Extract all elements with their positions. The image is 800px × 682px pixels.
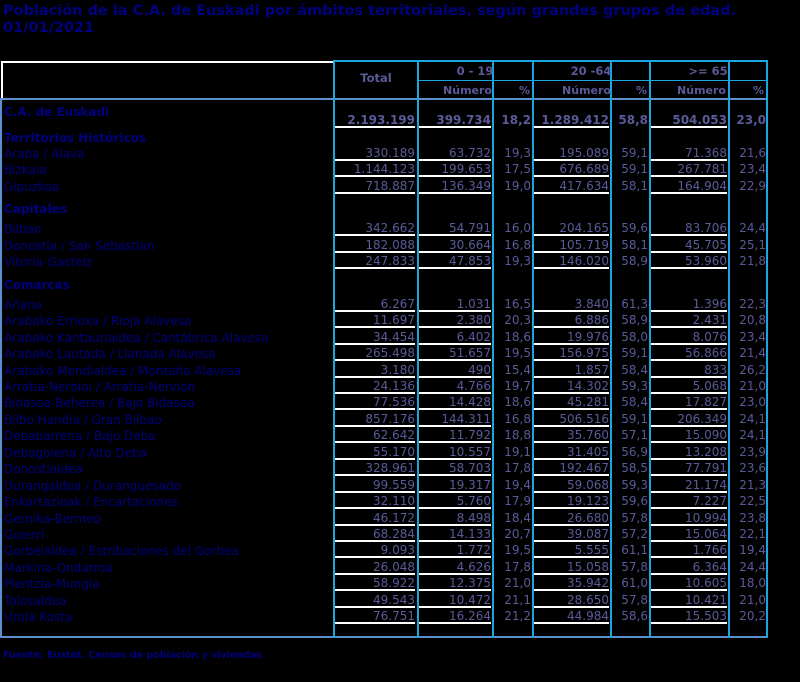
- table-row-1-0-cell-5: 83.706: [651, 221, 727, 236]
- table-row-2-10-cell-6: 23,6: [739, 461, 766, 476]
- table-row-2-19-cell-4: 58,6: [621, 609, 648, 624]
- table-row-1-0-cell-1: 54.791: [419, 221, 491, 236]
- table-row-2-3-cell-3: 156.975: [534, 346, 609, 361]
- table-row-1-0-cell-0: 342.662: [335, 221, 415, 236]
- table-row-0-2-cell-3: 417.634: [534, 179, 609, 194]
- table-row-0-1-cell-4: 59,1: [621, 162, 648, 177]
- table-row-2-7-cell-1: 144.311: [419, 412, 491, 427]
- row-label: Debabarrena / Bajo Deba: [4, 429, 156, 444]
- table-row-2-17-cell-3: 35.942: [534, 576, 609, 591]
- total-row-cell-2: 18,2: [501, 113, 531, 127]
- table-row-2-18-cell-1: 10.472: [419, 593, 491, 608]
- table-row-2-11-cell-2: 19,4: [504, 477, 531, 492]
- table-row-2-3-cell-5: 56.866: [651, 346, 727, 361]
- table-row-2-14-cell-5: 15.064: [651, 527, 727, 542]
- table-row-0-1-cell-2: 17,5: [504, 162, 531, 177]
- table-row-0-2-cell-4: 58,1: [621, 178, 648, 193]
- table-row-2-1-cell-6: 20,8: [739, 313, 766, 328]
- table-row-2-8-cell-3: 35.760: [534, 428, 609, 443]
- section-heading-0: Territorios Históricos: [4, 131, 147, 145]
- table-row-0-0-cell-0: 330.189: [335, 146, 415, 161]
- table-row-2-7-cell-4: 59,1: [621, 411, 648, 426]
- table-row-0-1-cell-5: 267.781: [651, 162, 727, 177]
- table-row-2-2-cell-5: 8.076: [651, 330, 727, 345]
- table-row-2-16-cell-6: 24,4: [739, 559, 766, 574]
- header-numero-0-19: Número: [443, 84, 492, 97]
- table-row-2-4-cell-3: 1.857: [534, 363, 609, 378]
- table-row-1-2-cell-2: 19,3: [504, 254, 531, 269]
- table-row-2-15-cell-1: 1.772: [419, 543, 491, 558]
- table-row-2-11-cell-5: 21.174: [651, 478, 727, 493]
- table-row-2-16-cell-5: 6.364: [651, 560, 727, 575]
- table-row-2-10-cell-4: 58,5: [621, 461, 648, 476]
- table-row-2-17-cell-1: 12.375: [419, 576, 491, 591]
- table-row-2-15-cell-6: 19,4: [739, 543, 766, 558]
- table-row-2-6-cell-4: 58,4: [621, 395, 648, 410]
- table-row-0-2-cell-1: 136.349: [419, 179, 491, 194]
- table-row-2-7-cell-5: 206.349: [651, 412, 727, 427]
- header-pct-20-64: %: [635, 84, 647, 97]
- table-row-2-2-cell-3: 19.976: [534, 330, 609, 345]
- table-row-2-17-cell-0: 58.922: [335, 576, 415, 591]
- header-numero-65-plus: Número: [677, 84, 726, 97]
- table-row-2-4-cell-1: 490: [419, 363, 491, 378]
- table-row-2-10-cell-3: 192.467: [534, 461, 609, 476]
- table-row-2-13-cell-3: 26.680: [534, 511, 609, 526]
- table-row-2-11-cell-1: 19.317: [419, 478, 491, 493]
- title-line-2: 01/01/2021: [3, 20, 95, 36]
- row-label-total: C.A. de Euskadi: [4, 105, 110, 119]
- table-row-1-1-cell-6: 25,1: [739, 237, 766, 252]
- table-row-2-6-cell-2: 18,6: [504, 395, 531, 410]
- table-row-2-0-cell-1: 1.031: [419, 297, 491, 312]
- table-row-2-7-cell-3: 506.516: [534, 412, 609, 427]
- table-row-2-2-cell-0: 34.454: [335, 330, 415, 345]
- table-row-2-8-cell-2: 18,8: [504, 428, 531, 443]
- table-row-2-12-cell-0: 32.110: [335, 494, 415, 509]
- table-row-2-13-cell-0: 46.172: [335, 511, 415, 526]
- table-row-0-0-cell-5: 71.368: [651, 146, 727, 161]
- table-row-2-9-cell-2: 19,1: [504, 444, 531, 459]
- table-row-2-13-cell-4: 57,8: [621, 510, 648, 525]
- table-row-2-14-cell-3: 39.087: [534, 527, 609, 542]
- header-subdivider: [418, 80, 768, 81]
- row-label: Gorbeialdea / Estribaciones del Gorbea: [4, 544, 239, 559]
- table-row-0-1-cell-6: 23,4: [739, 162, 766, 177]
- table-row-2-6-cell-0: 77.536: [335, 395, 415, 410]
- table-row-2-3-cell-0: 265.498: [335, 346, 415, 361]
- row-label: Arabako Mendialdea / Montaña Alavesa: [4, 363, 242, 378]
- table-row-1-2-cell-4: 58,9: [621, 254, 648, 269]
- table-row-0-2-cell-5: 164.904: [651, 179, 727, 194]
- table-row-2-4-cell-0: 3.180: [335, 363, 415, 378]
- table-row-0-1-cell-0: 1.144.123: [335, 162, 415, 177]
- row-label: Plentzia-Mungia: [4, 577, 100, 592]
- table-row-0-2-cell-6: 22,9: [739, 178, 766, 193]
- table-row-2-16-cell-4: 57,8: [621, 559, 648, 574]
- table-row-2-14-cell-0: 68.284: [335, 527, 415, 542]
- table-row-1-0-cell-2: 16,0: [504, 221, 531, 236]
- bottom-border: [0, 636, 768, 638]
- table-row-2-17-cell-4: 61,0: [621, 576, 648, 591]
- column-border-7: [766, 60, 768, 638]
- table-row-2-17-cell-5: 10.605: [651, 576, 727, 591]
- table-row-2-19-cell-5: 15.503: [651, 609, 727, 624]
- table-row-2-14-cell-1: 14.133: [419, 527, 491, 542]
- total-row-cell-4: 58,8: [618, 113, 648, 127]
- table-row-2-13-cell-6: 23,8: [739, 510, 766, 525]
- table-row-0-0-cell-2: 19,3: [504, 146, 531, 160]
- table-row-2-5-cell-1: 4.766: [419, 379, 491, 394]
- table-row-2-5-cell-6: 21,0: [739, 378, 766, 393]
- row-label: Arabako Kantauriaidea / Cantábrica Alavesa: [4, 330, 269, 345]
- table-row-2-6-cell-6: 23,0: [739, 395, 766, 410]
- row-label: Bilbo Handia / Gran Bilbao: [4, 412, 162, 427]
- table-row-2-18-cell-2: 21,1: [504, 592, 531, 607]
- table-row-2-0-cell-5: 1.396: [651, 297, 727, 312]
- table-row-2-19-cell-1: 16.264: [419, 609, 491, 624]
- row-label: Bilbao: [4, 222, 42, 237]
- total-row-cell-0: 2.193.199: [335, 113, 415, 128]
- row-label: Donostialdea: [4, 462, 83, 477]
- table-row-1-1-cell-2: 16,8: [504, 237, 531, 252]
- row-label: Añana: [4, 297, 43, 312]
- table-row-2-9-cell-5: 13.208: [651, 445, 727, 460]
- table-row-2-4-cell-2: 15,4: [504, 362, 531, 377]
- table-row-2-10-cell-0: 328.961: [335, 461, 415, 476]
- table-row-0-2-cell-2: 19,0: [504, 178, 531, 193]
- table-row-2-6-cell-1: 14.428: [419, 395, 491, 410]
- table-row-2-7-cell-6: 24,1: [739, 411, 766, 426]
- table-row-2-6-cell-5: 17.827: [651, 395, 727, 410]
- table-row-1-1-cell-5: 45.705: [651, 238, 727, 253]
- table-row-2-16-cell-3: 15.058: [534, 560, 609, 575]
- table-row-1-0-cell-3: 204.165: [534, 221, 609, 236]
- page-title: [3, 3, 793, 37]
- table-row-2-15-cell-0: 9.093: [335, 543, 415, 558]
- total-row-cell-6: 23,0: [736, 113, 766, 127]
- header-group-0-19: 0 - 19: [456, 64, 494, 78]
- section-heading-2: Comarcas: [4, 277, 70, 292]
- table-row-2-17-cell-2: 21,0: [504, 576, 531, 591]
- table-row-2-4-cell-6: 26,2: [739, 362, 766, 377]
- table-row-2-2-cell-6: 23,4: [739, 329, 766, 344]
- table-row-2-19-cell-2: 21,2: [504, 609, 531, 624]
- table-row-2-9-cell-1: 10.557: [419, 445, 491, 460]
- table-row-2-0-cell-3: 3.840: [534, 297, 609, 312]
- table-row-2-18-cell-6: 21,0: [739, 592, 766, 607]
- table-row-2-15-cell-2: 19,5: [504, 543, 531, 558]
- table-row-2-9-cell-0: 55.170: [335, 445, 415, 460]
- table-row-2-18-cell-4: 57,8: [621, 592, 648, 607]
- table-row-2-9-cell-6: 23,9: [739, 444, 766, 459]
- title-line-1: Población de la C.A. de Euskadi por ámbitos territoriales, según grandes grupos de edad.: [3, 3, 737, 19]
- table-row-1-1-cell-0: 182.088: [335, 238, 415, 253]
- table-row-2-3-cell-6: 21,4: [739, 346, 766, 361]
- table-row-2-4-cell-5: 833: [651, 363, 727, 378]
- row-label: Gipuzkoa: [4, 179, 60, 194]
- left-border: [0, 98, 2, 637]
- table-row-2-7-cell-0: 857.176: [335, 412, 415, 427]
- table-row-2-12-cell-2: 17,9: [504, 494, 531, 509]
- row-label: Urola Kosta: [4, 610, 73, 625]
- row-label: Tolosaldea: [4, 593, 67, 608]
- table-row-1-2-cell-0: 247.833: [335, 254, 415, 269]
- table-row-1-2-cell-5: 53.960: [651, 254, 727, 269]
- total-row-cell-3: 1.289.412: [534, 113, 609, 128]
- table-row-2-10-cell-5: 77.791: [651, 461, 727, 476]
- table-row-2-6-cell-3: 45.281: [534, 395, 609, 410]
- table-row-2-14-cell-6: 22,1: [739, 527, 766, 541]
- header-pct-0-19: %: [518, 84, 530, 97]
- row-label: Arabako Lautada / Llanada Alavesa: [4, 347, 216, 362]
- row-label: Markina-Ondarroa: [4, 560, 113, 575]
- table-row-2-5-cell-2: 19,7: [504, 378, 531, 393]
- table-row-2-12-cell-6: 22,5: [739, 494, 766, 509]
- table-row-2-13-cell-1: 8.498: [419, 511, 491, 526]
- table-row-2-0-cell-0: 6.267: [335, 297, 415, 312]
- table-row-2-8-cell-1: 11.792: [419, 428, 491, 443]
- table-row-1-0-cell-4: 59,6: [621, 221, 648, 236]
- table-row-2-12-cell-5: 7.227: [651, 494, 727, 509]
- table-row-2-12-cell-3: 19.123: [534, 494, 609, 509]
- section-heading-1: Capitales: [4, 202, 67, 217]
- row-label: Goierri: [4, 528, 45, 542]
- table-row-2-5-cell-3: 14.302: [534, 379, 609, 394]
- total-row-cell-5: 504.053: [651, 113, 727, 128]
- table-row-2-1-cell-0: 11.697: [335, 313, 415, 328]
- table-row-2-13-cell-2: 18,4: [504, 510, 531, 525]
- table-row-2-0-cell-6: 22,3: [739, 296, 766, 311]
- table-row-1-2-cell-3: 146.020: [534, 254, 609, 269]
- table-row-2-5-cell-4: 59,3: [621, 378, 648, 393]
- table-row-2-9-cell-4: 56,9: [621, 444, 648, 459]
- table-row-2-8-cell-6: 24,1: [739, 428, 766, 443]
- table-row-2-4-cell-4: 58,4: [621, 362, 648, 377]
- table-row-2-7-cell-2: 16,8: [504, 411, 531, 426]
- table-row-0-1-cell-1: 199.653: [419, 162, 491, 177]
- table-row-2-19-cell-3: 44.984: [534, 609, 609, 624]
- table-row-2-19-cell-0: 76.751: [335, 609, 415, 624]
- table-row-2-2-cell-1: 6.402: [419, 330, 491, 345]
- table-row-2-1-cell-5: 2.431: [651, 313, 727, 328]
- table-row-2-3-cell-4: 59,1: [621, 346, 648, 361]
- table-row-2-11-cell-6: 21,3: [739, 477, 766, 492]
- table-row-2-19-cell-6: 20,2: [739, 609, 766, 624]
- table-row-0-0-cell-1: 63.732: [419, 146, 491, 161]
- table-row-2-0-cell-2: 16,5: [504, 296, 531, 311]
- table-row-2-18-cell-0: 49.543: [335, 593, 415, 608]
- table-row-2-15-cell-5: 1.766: [651, 543, 727, 558]
- table-row-2-12-cell-1: 5.760: [419, 494, 491, 509]
- table-row-1-0-cell-6: 24,4: [739, 221, 766, 236]
- table-row-2-15-cell-3: 5.555: [534, 543, 609, 558]
- table-row-0-0-cell-6: 21,6: [739, 146, 766, 160]
- source-note: Fuente: Eustat. Censos de población y viviendas: [3, 650, 263, 661]
- table-row-1-1-cell-4: 58,1: [621, 237, 648, 252]
- header-group-20-64: 20 -64: [570, 64, 612, 78]
- row-label: Bidasoa Beherea / Bajo Bidasoa: [4, 396, 195, 411]
- table-row-2-13-cell-5: 10.994: [651, 511, 727, 526]
- header-group-65-plus: >= 65: [688, 64, 728, 78]
- table-row-2-8-cell-4: 57,1: [621, 428, 648, 443]
- table-row-2-17-cell-6: 18,0: [739, 576, 766, 591]
- table-row-2-14-cell-2: 20,7: [504, 527, 531, 541]
- table-row-2-16-cell-1: 4.626: [419, 560, 491, 575]
- table-row-2-12-cell-4: 59,6: [621, 494, 648, 509]
- table-row-0-1-cell-3: 676.689: [534, 162, 609, 177]
- row-label: Araba / Álava: [4, 147, 85, 161]
- table-row-2-1-cell-1: 2.380: [419, 313, 491, 328]
- table-row-2-2-cell-4: 58,0: [621, 329, 648, 344]
- table-row-1-2-cell-1: 47.853: [419, 254, 491, 269]
- table-row-0-0-cell-3: 195.089: [534, 146, 609, 161]
- header-top-border: [333, 60, 768, 62]
- header-numero-20-64: Número: [562, 84, 611, 97]
- header-pct-65-plus: %: [752, 84, 764, 97]
- header-bottom-border: [0, 98, 768, 100]
- table-row-0-0-cell-4: 59,1: [621, 146, 648, 160]
- row-label: Gernika-Bermeo: [4, 511, 102, 526]
- table-row-2-16-cell-0: 26.048: [335, 560, 415, 575]
- row-label: Arratia-Nerbioi / Arratia-Nervión: [4, 379, 196, 394]
- table-row-2-18-cell-5: 10.421: [651, 593, 727, 608]
- row-label: Arabako Errioxa / Rioja Alavesa: [4, 314, 192, 329]
- table-row-2-14-cell-4: 57,2: [621, 527, 648, 541]
- table-row-2-8-cell-5: 15.090: [651, 428, 727, 443]
- table-row-2-3-cell-2: 19,5: [504, 346, 531, 361]
- row-label: Bizkaia: [4, 163, 47, 178]
- table-row-2-1-cell-4: 58,9: [621, 313, 648, 328]
- row-label: Enkartazioak / Encartaciones: [4, 495, 178, 510]
- header-total: Total: [360, 71, 392, 85]
- table-row-2-0-cell-4: 61,3: [621, 296, 648, 311]
- row-label: Durangaldea / Duranguesado: [4, 478, 181, 493]
- total-row-cell-1: 399.734: [419, 113, 491, 128]
- row-label: Vitoria-Gasteiz: [4, 255, 93, 270]
- row-label: Debagoiena / Alto Deba: [4, 445, 147, 460]
- table-row-1-1-cell-3: 105.719: [534, 238, 609, 253]
- table-row-2-2-cell-2: 18,6: [504, 329, 531, 344]
- table-row-2-10-cell-1: 58.703: [419, 461, 491, 476]
- table-row-2-10-cell-2: 17,8: [504, 461, 531, 476]
- table-row-1-2-cell-6: 21,8: [739, 254, 766, 269]
- table-row-1-1-cell-1: 30.664: [419, 238, 491, 253]
- header-corner-box: [1, 61, 333, 98]
- table-row-2-9-cell-3: 31.405: [534, 445, 609, 460]
- table-row-2-15-cell-4: 61,1: [621, 543, 648, 558]
- table-row-2-5-cell-5: 5.068: [651, 379, 727, 394]
- table-row-2-18-cell-3: 28.650: [534, 593, 609, 608]
- table-row-2-3-cell-1: 51.657: [419, 346, 491, 361]
- table-row-2-11-cell-3: 59.068: [534, 478, 609, 493]
- table-row-2-1-cell-2: 20,3: [504, 313, 531, 328]
- row-label: Donostia / San Sebastian: [4, 238, 155, 253]
- table-row-2-11-cell-4: 59,3: [621, 477, 648, 492]
- table-row-0-2-cell-0: 718.887: [335, 179, 415, 194]
- table-row-2-11-cell-0: 99.559: [335, 478, 415, 493]
- table-row-2-16-cell-2: 17,8: [504, 559, 531, 574]
- table-row-2-5-cell-0: 24.136: [335, 379, 415, 394]
- table-row-2-8-cell-0: 62.642: [335, 428, 415, 443]
- table-row-2-1-cell-3: 6.886: [534, 313, 609, 328]
